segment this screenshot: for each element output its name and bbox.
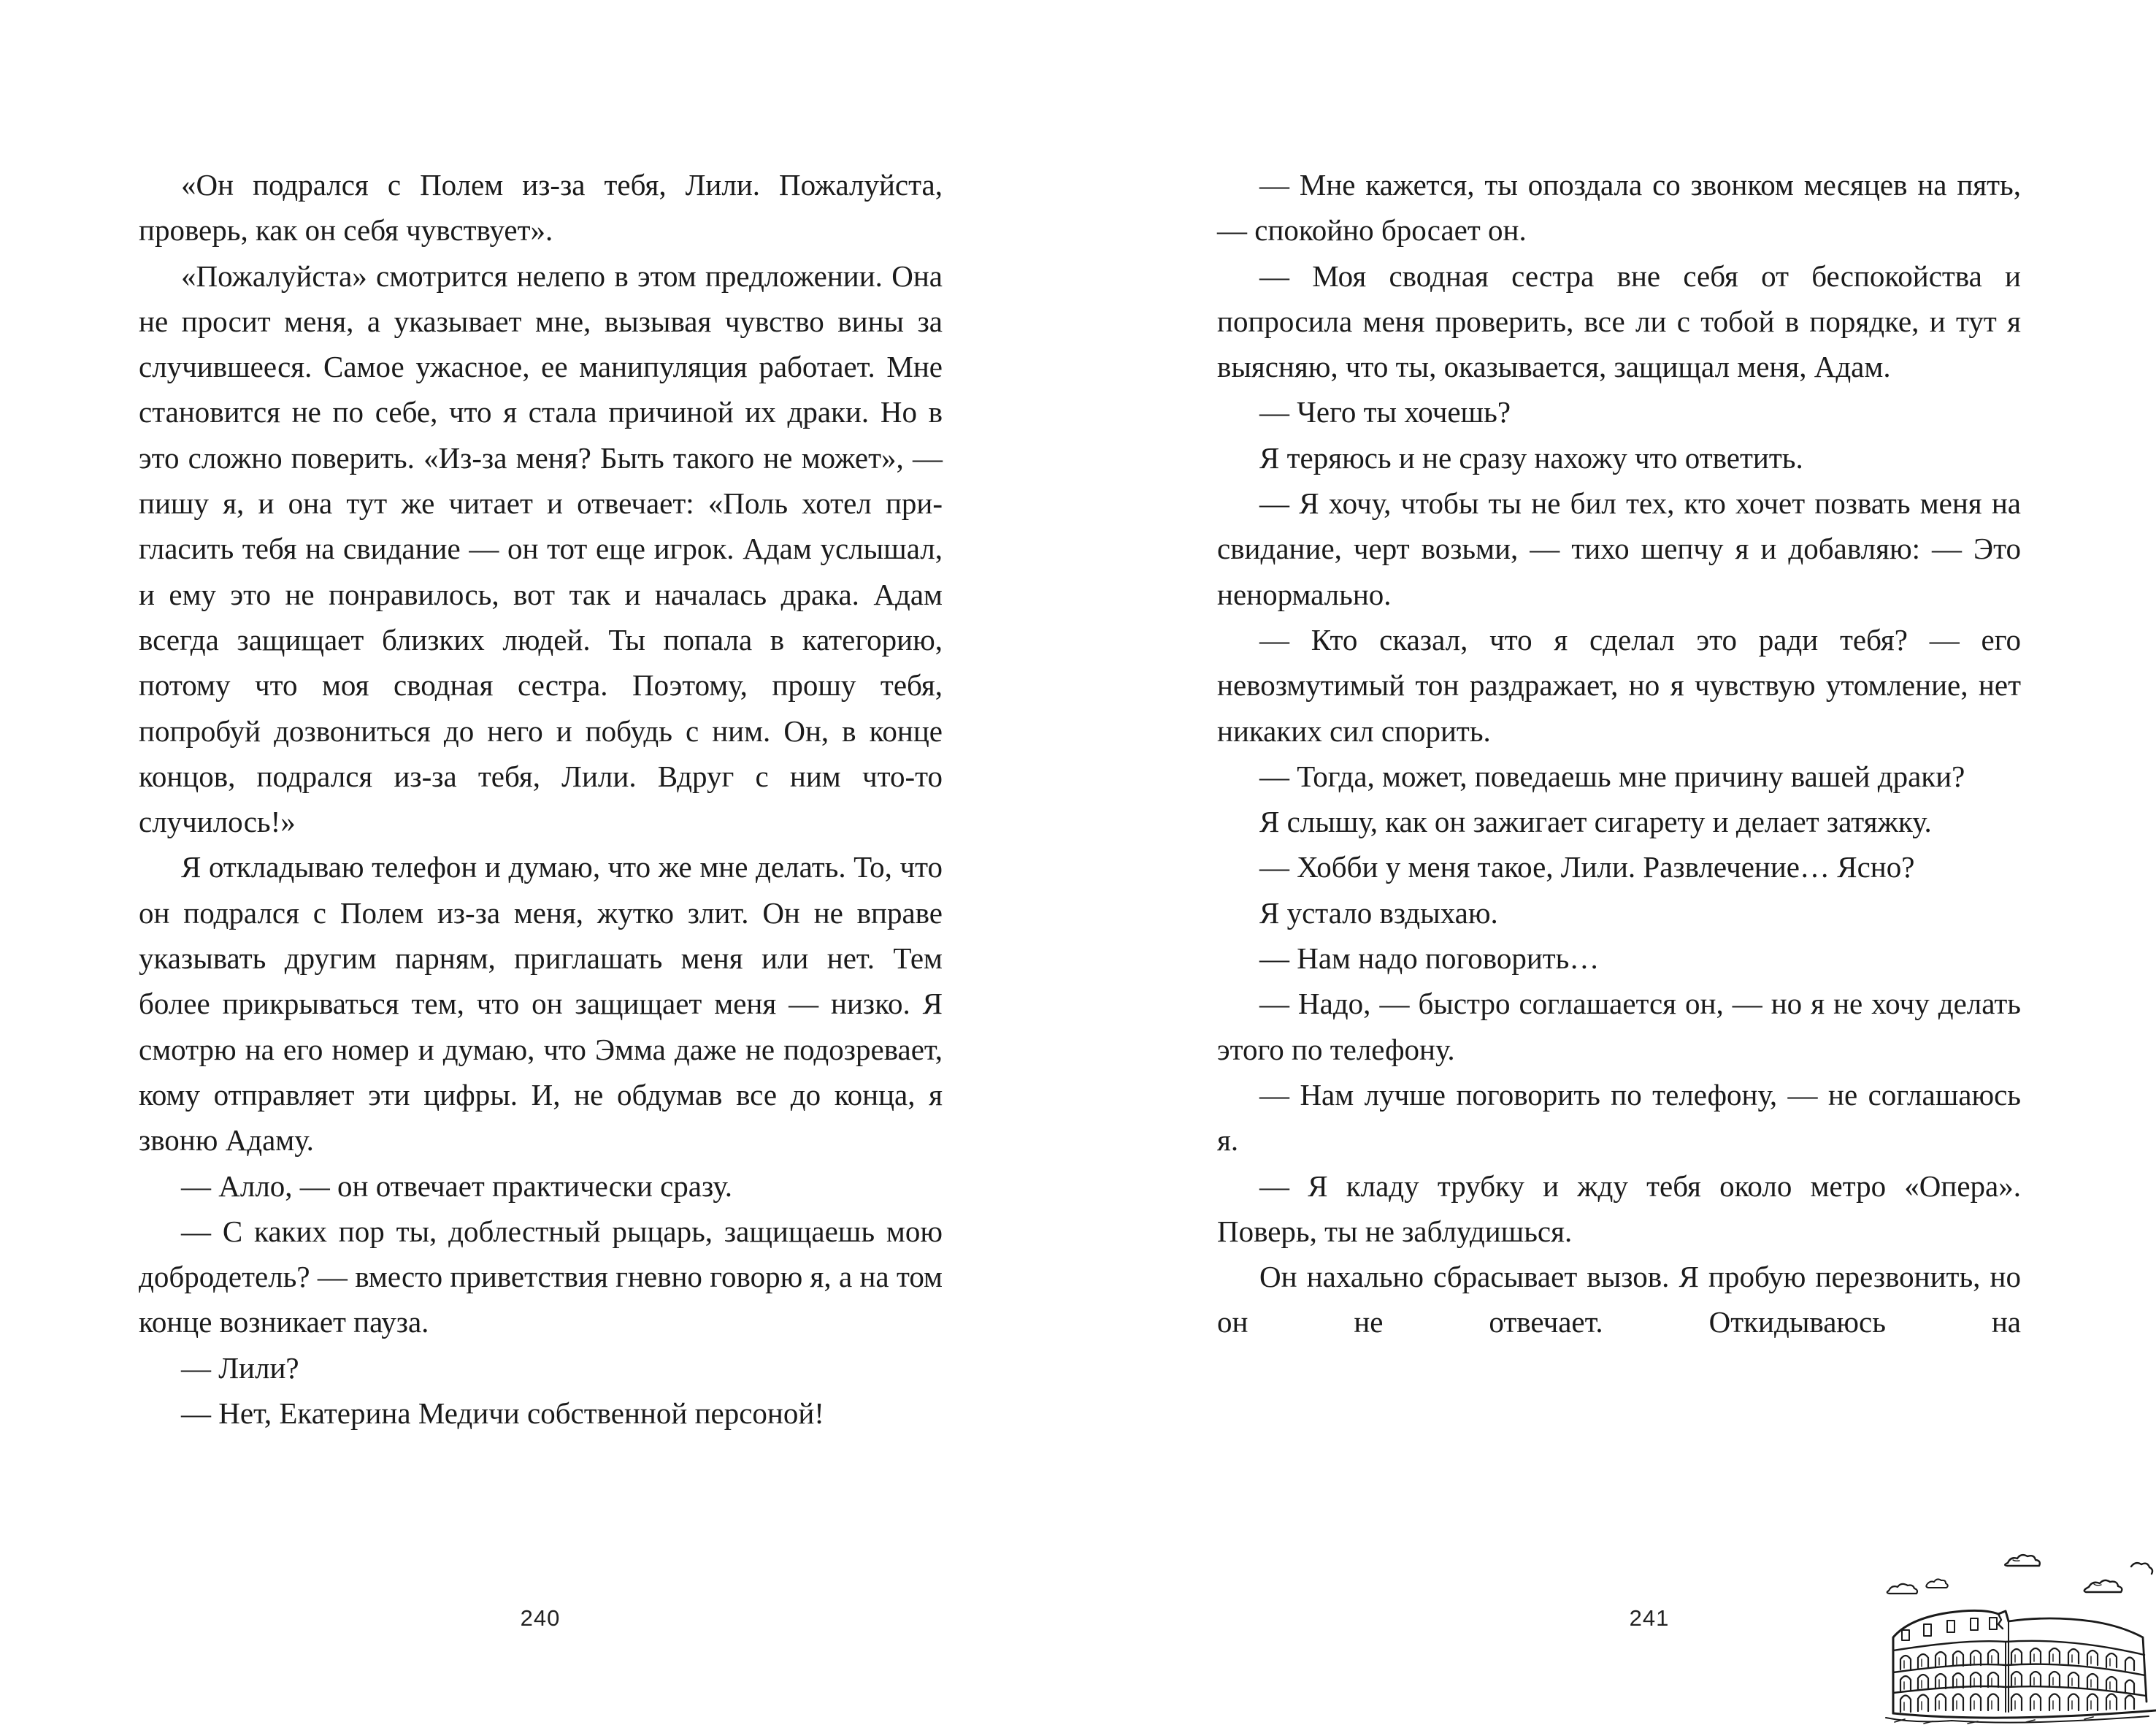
paragraph: — С каких пор ты, доблестный рыцарь, защищаешь мою добродетель? — вместо приветствия гневно говорю я, а на том конце возникает пауза. [139,1214,943,1339]
paragraph: — Лили? [181,1350,299,1385]
paragraph: — Алло, — он отвечает практически сразу. [181,1169,732,1203]
paragraph: — Надо, — быстро соглашается он, — но я не хочу делать этого по телефону. [1217,987,2021,1066]
paragraph: — Кто сказал, что я сделал это ради тебя? — его невозмутимый тон раздражает, но я чувствую утомление, нет никаких сил спорить. [1217,622,2021,748]
paragraph: Я откладываю телефон и думаю, что же мне делать. То, что он подрался с Полем из-за меня, жутко злит. Он не вправе указывать другим парням, приглашать меня или нет. Тем более прикрываться тем, что он защищает меня — низко. Я смотрю на его номер и думаю, что Эмма даже не подозревает, кому отправляет эти цифры. И, не обдумав все до конца, я звоню Адаму. [139,850,943,1158]
paragraph: — Чего ты хочешь? [1259,395,1511,429]
paragraph: «Он подрался с Полем из-за тебя, Лили. Пожалуйста, проверь, как он себя чувствует». [139,168,943,248]
paragraph: — Я хочу, чтобы ты не бил тех, кто хочет позвать меня на свидание, черт возьми, — тихо шепчу я и добавляю: — Это ненормально. [1217,486,2021,611]
right-page [1078,0,2156,1725]
colosseum-sketch-icon [1880,1548,2156,1725]
paragraph: — Нам надо поговорить… [1259,941,1600,976]
paragraph: «Пожалуйста» смотрится нелепо в этом предложении. Она не просит меня, а указывает мне, вызывая чувство вины за случившееся. Самое ужасное, ее манипуляция работает. Мне становится не по себе, что я стала причиной их драки. Но в это сложно поверить. «Из-за меня? Быть такого не может», — пишу я, и она тут же читает и отвечает: «Поль хотел пригласить тебя на свидание — он тот еще игрок. Адам услышал, и ему это не понравилось, вот так и началась драка. Адам всегда защищает близких людей. Ты попала в категорию, потому что моя сводная сестра. Поэтому, прошу тебя, попробуй дозвониться до него и побудь с ним. Он, в конце концов, подрался из-за тебя, Лили. Вдруг с ним что-то случилось!» [139,259,943,839]
right-page-text [1217,162,2021,1345]
paragraph: — Нам лучше поговорить по телефону, — не соглашаюсь я. [1217,1077,2021,1158]
paragraph: — Мне кажется, ты опоздала со звонком месяцев на пять, — спокойно бросает он. [1217,168,2021,248]
paragraph: Я теряюсь и не сразу нахожу что ответить. [1259,440,1803,475]
page-number-right: 241 [1629,1605,1670,1631]
paragraph: Он нахально сбрасывает вызов. Я пробую перезвонить, но он не отвечает. Откидываюсь на [1217,1260,2021,1339]
paragraph: — Нет, Екатерина Медичи собственной персоной! [181,1396,824,1431]
left-page-text [139,162,943,1436]
paragraph: — Я кладу трубку и жду тебя около метро «Опера». Поверь, ты не заблудишься. [1217,1169,2021,1248]
paragraph: — Тогда, может, поведаешь мне причину вашей драки? [1259,759,1965,793]
page-number-left: 240 [520,1605,561,1631]
paragraph: — Моя сводная сестра вне себя от беспокойства и попросила меня проверить, все ли с тобой в порядке, и тут я выясняю, что ты, оказывается, защищал меня, Адам. [1217,259,2021,384]
paragraph: Я слышу, как он зажигает сигарету и делает затяжку. [1259,805,1932,839]
paragraph: — Хобби у меня такое, Лили. Развлечение… Ясно? [1259,850,1915,884]
paragraph: Я устало вздыхаю. [1259,895,1498,930]
